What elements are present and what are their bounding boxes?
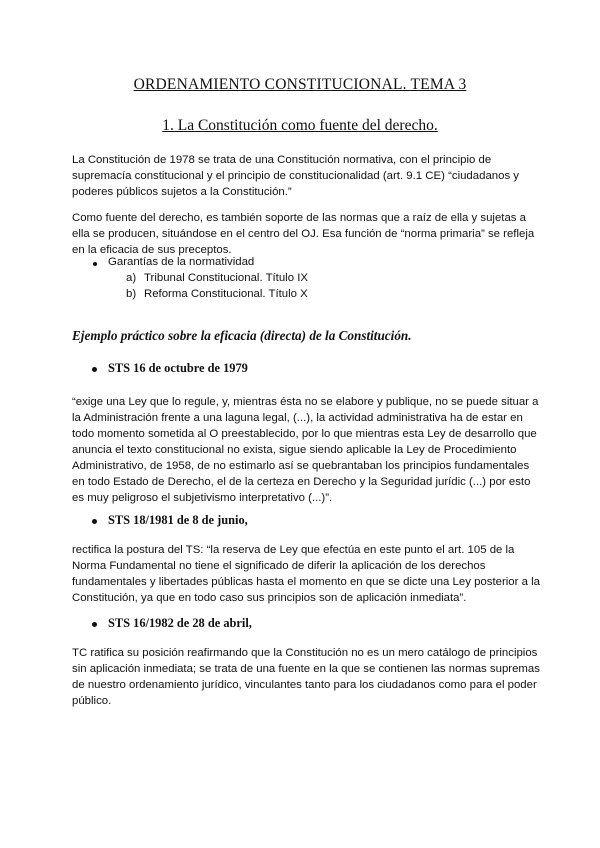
bullet-dot bbox=[92, 519, 97, 524]
list-item: Tribunal Constitucional. Título IX bbox=[144, 272, 308, 284]
guarantees-label: Garantías de la normatividad bbox=[108, 256, 255, 268]
ruling-text: TC ratifica su posición reafirmando que la Constitución no es un mero catálogo de principios sin aplicación inmediata; se trata de una fuente en la que se contienen las normas supremas de nuestro ordenamiento jurídico, vinculantes tanto para los ciudadanos como para el poder público. bbox=[72, 647, 540, 707]
bullet-dot bbox=[92, 367, 97, 372]
intro-paragraph: La Constitución de 1978 se trata de una Constitución normativa, con el principio de supremacía constitucional y el principio de constitucionalidad (art. 9.1 CE) “ciudadanos y poderes públicos sujetos a la Constitución.” bbox=[72, 154, 519, 198]
practical-example-heading: Ejemplo práctico sobre la eficacia (directa) de la Constitución. bbox=[72, 328, 412, 343]
list-item: Reforma Constitucional. Título X bbox=[144, 288, 308, 300]
document-title: ORDENAMIENTO CONSTITUCIONAL. TEMA 3 bbox=[133, 76, 467, 93]
list-item-marker: b) bbox=[126, 288, 137, 300]
ruling-label: STS 16/1982 de 28 de abril, bbox=[108, 616, 252, 630]
ruling-text: “exige una Ley que lo regule, y, mientras ésta no se elabore y publique, no se puede situar a la Administración frente a una laguna legal, (...), la actividad administrativa ha de estar en todo momento sometida al O preestablecido, por lo que mientras esta Ley de desarrollo que anuncia el texto constitucional no exista, sigue siendo aplicable la Ley de Procedimiento Administrativo, de 1958, de no estimarlo así se quebrantaban los principios fundamentales en todo Estado de Derecho, el de la certeza en Derecho y la Seguridad jurídic (...) por esto es muy peligroso el subjetivismo interpretativo (...)”. bbox=[72, 396, 539, 504]
ruling-text: rectifica la postura del TS: “la reserva de Ley que efectúa en este punto el art. 105 de la Norma Fundamental no tiene el significado de diferir la aplicación de los derechos fundamentales y libertades públicas hasta el momento en que se dicte una Ley posterior a la Constitución, ya que en todo caso sus principios son de aplicación inmediata”. bbox=[72, 544, 540, 604]
bullet-dot bbox=[92, 622, 97, 627]
section-heading: 1. La Constitución como fuente del derecho. bbox=[162, 117, 438, 134]
ruling-label: STS 18/1981 de 8 de junio, bbox=[108, 513, 248, 527]
bullet-dot bbox=[93, 262, 97, 266]
ruling-label: STS 16 de octubre de 1979 bbox=[108, 361, 248, 375]
source-paragraph: Como fuente del derecho, es también soporte de las normas que a raíz de ella y sujetas a ella se producen, situándose en el centro del OJ. Esa función de “norma primaria” se refleja en la eficacia de sus preceptos. bbox=[72, 212, 535, 256]
list-item-marker: a) bbox=[126, 272, 137, 284]
